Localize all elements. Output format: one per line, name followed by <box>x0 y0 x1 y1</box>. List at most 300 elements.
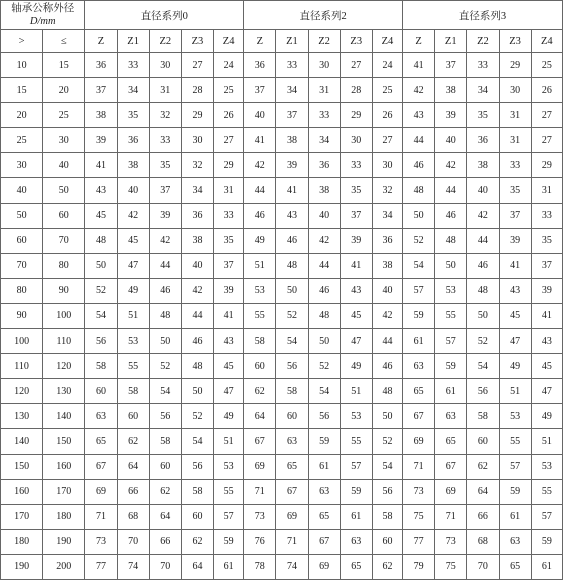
diameter-range-cell: 130 <box>1 404 43 429</box>
table-cell: 61 <box>435 379 467 404</box>
diameter-range-cell: 100 <box>1 329 43 354</box>
table-cell: 53 <box>531 454 562 479</box>
table-cell: 36 <box>244 53 276 78</box>
table-cell: 49 <box>340 354 372 379</box>
table-cell: 75 <box>435 554 467 579</box>
diameter-range-cell: 40 <box>43 153 85 178</box>
table-cell: 58 <box>276 379 308 404</box>
table-cell: 35 <box>531 228 562 253</box>
diameter-range-cell: 110 <box>1 354 43 379</box>
table-cell: 31 <box>149 78 181 103</box>
diameter-range-cell: 20 <box>43 78 85 103</box>
table-cell: 61 <box>403 329 435 354</box>
diameter-range-cell: 200 <box>43 554 85 579</box>
table-cell: 43 <box>499 278 531 303</box>
table-cell: 71 <box>276 529 308 554</box>
table-cell: 53 <box>214 454 244 479</box>
table-cell: 39 <box>531 278 562 303</box>
table-cell: 24 <box>372 53 402 78</box>
diameter-range-cell: 190 <box>43 529 85 554</box>
table-cell: 36 <box>85 53 117 78</box>
table-cell: 50 <box>85 253 117 278</box>
table-row <box>1 404 563 429</box>
table-cell: 27 <box>340 53 372 78</box>
table-cell: 51 <box>244 253 276 278</box>
table-cell: 44 <box>435 178 467 203</box>
table-cell: 68 <box>467 529 499 554</box>
table-cell: 34 <box>372 203 402 228</box>
sub-header-cell: Z <box>244 30 276 53</box>
table-cell: 51 <box>214 429 244 454</box>
table-cell: 67 <box>244 429 276 454</box>
table-cell: 49 <box>214 404 244 429</box>
table-cell: 49 <box>117 278 149 303</box>
diameter-range-cell: 170 <box>1 504 43 529</box>
table-cell: 41 <box>531 303 562 328</box>
table-cell: 37 <box>85 78 117 103</box>
table-cell: 48 <box>467 278 499 303</box>
table-cell: 44 <box>467 228 499 253</box>
table-cell: 40 <box>372 278 402 303</box>
diameter-range-cell: 80 <box>1 278 43 303</box>
table-cell: 48 <box>181 354 213 379</box>
table-cell: 59 <box>435 354 467 379</box>
table-cell: 64 <box>149 504 181 529</box>
table-cell: 45 <box>499 303 531 328</box>
table-cell: 31 <box>214 178 244 203</box>
table-cell: 48 <box>435 228 467 253</box>
table-cell: 45 <box>340 303 372 328</box>
table-cell: 67 <box>403 404 435 429</box>
table-cell: 48 <box>372 379 402 404</box>
diameter-range-cell: 30 <box>1 153 43 178</box>
table-cell: 51 <box>117 303 149 328</box>
table-cell: 60 <box>117 404 149 429</box>
table-cell: 52 <box>308 354 340 379</box>
table-row <box>1 504 563 529</box>
group-header-series-2: 直径系列2 <box>244 1 403 30</box>
table-cell: 29 <box>340 103 372 128</box>
table-cell: 40 <box>467 178 499 203</box>
table-cell: 60 <box>85 379 117 404</box>
table-cell: 59 <box>214 529 244 554</box>
table-cell: 77 <box>403 529 435 554</box>
group-header-row <box>1 1 563 30</box>
diameter-range-cell: 150 <box>43 429 85 454</box>
table-cell: 34 <box>276 78 308 103</box>
diameter-range-cell: 40 <box>1 178 43 203</box>
table-cell: 27 <box>531 128 562 153</box>
table-cell: 59 <box>531 529 562 554</box>
diameter-range-cell: 100 <box>43 303 85 328</box>
table-cell: 54 <box>403 253 435 278</box>
table-row <box>1 354 563 379</box>
table-cell: 37 <box>276 103 308 128</box>
sub-header-cell: Z1 <box>276 30 308 53</box>
table-cell: 51 <box>340 379 372 404</box>
table-row <box>1 153 563 178</box>
table-cell: 39 <box>276 153 308 178</box>
table-cell: 53 <box>435 278 467 303</box>
table-cell: 41 <box>276 178 308 203</box>
diameter-range-cell: 140 <box>1 429 43 454</box>
table-cell: 49 <box>531 404 562 429</box>
table-cell: 39 <box>435 103 467 128</box>
table-cell: 29 <box>531 153 562 178</box>
table-cell: 59 <box>403 303 435 328</box>
table-row <box>1 78 563 103</box>
table-cell: 55 <box>531 479 562 504</box>
table-cell: 71 <box>244 479 276 504</box>
table-cell: 52 <box>276 303 308 328</box>
table-cell: 68 <box>117 504 149 529</box>
table-cell: 48 <box>149 303 181 328</box>
table-cell: 55 <box>340 429 372 454</box>
table-cell: 55 <box>214 479 244 504</box>
table-cell: 25 <box>372 78 402 103</box>
table-cell: 47 <box>499 329 531 354</box>
table-cell: 62 <box>467 454 499 479</box>
table-cell: 54 <box>181 429 213 454</box>
table-cell: 52 <box>85 278 117 303</box>
table-cell: 69 <box>403 429 435 454</box>
table-cell: 60 <box>244 354 276 379</box>
table-cell: 73 <box>403 479 435 504</box>
table-cell: 54 <box>467 354 499 379</box>
table-cell: 38 <box>308 178 340 203</box>
table-cell: 63 <box>276 429 308 454</box>
diameter-range-cell: 120 <box>1 379 43 404</box>
table-cell: 34 <box>308 128 340 153</box>
table-cell: 57 <box>340 454 372 479</box>
diameter-range-cell: 120 <box>43 354 85 379</box>
sub-header-cell: Z4 <box>372 30 402 53</box>
table-cell: 33 <box>499 153 531 178</box>
table-cell: 43 <box>531 329 562 354</box>
table-cell: 67 <box>435 454 467 479</box>
table-cell: 39 <box>499 228 531 253</box>
table-cell: 45 <box>117 228 149 253</box>
diameter-range-cell: 140 <box>43 404 85 429</box>
table-cell: 71 <box>435 504 467 529</box>
sub-header-cell: Z3 <box>340 30 372 53</box>
table-row <box>1 228 563 253</box>
table-cell: 26 <box>372 103 402 128</box>
group-header-series-0: 直径系列0 <box>85 1 244 30</box>
table-cell: 44 <box>181 303 213 328</box>
table-cell: 46 <box>435 203 467 228</box>
table-cell: 42 <box>403 78 435 103</box>
table-cell: 42 <box>181 278 213 303</box>
table-cell: 40 <box>117 178 149 203</box>
table-cell: 27 <box>531 103 562 128</box>
table-cell: 52 <box>467 329 499 354</box>
table-cell: 66 <box>149 529 181 554</box>
table-cell: 42 <box>467 203 499 228</box>
table-cell: 53 <box>117 329 149 354</box>
table-cell: 56 <box>372 479 402 504</box>
table-cell: 65 <box>435 429 467 454</box>
sub-header-cell: Z1 <box>435 30 467 53</box>
sub-header-cell: Z2 <box>308 30 340 53</box>
table-cell: 35 <box>214 228 244 253</box>
table-cell: 28 <box>340 78 372 103</box>
table-cell: 65 <box>403 379 435 404</box>
diameter-range-cell: 180 <box>1 529 43 554</box>
table-cell: 67 <box>85 454 117 479</box>
table-cell: 30 <box>149 53 181 78</box>
table-cell: 43 <box>276 203 308 228</box>
table-cell: 57 <box>214 504 244 529</box>
table-cell: 37 <box>340 203 372 228</box>
table-row <box>1 178 563 203</box>
table-cell: 48 <box>403 178 435 203</box>
table-cell: 64 <box>244 404 276 429</box>
table-cell: 63 <box>340 529 372 554</box>
table-cell: 56 <box>85 329 117 354</box>
table-cell: 61 <box>499 504 531 529</box>
diameter-range-cell: 60 <box>43 203 85 228</box>
table-cell: 29 <box>499 53 531 78</box>
table-row <box>1 479 563 504</box>
table-cell: 27 <box>214 128 244 153</box>
table-cell: 30 <box>181 128 213 153</box>
table-cell: 37 <box>214 253 244 278</box>
table-cell: 65 <box>308 504 340 529</box>
table-cell: 69 <box>276 504 308 529</box>
sub-header-cell: Z4 <box>531 30 562 53</box>
table-cell: 42 <box>372 303 402 328</box>
diameter-range-cell: 50 <box>43 178 85 203</box>
sub-header-cell: > <box>1 30 43 53</box>
table-cell: 46 <box>149 278 181 303</box>
table-cell: 65 <box>85 429 117 454</box>
table-cell: 74 <box>276 554 308 579</box>
table-cell: 31 <box>308 78 340 103</box>
table-cell: 56 <box>276 354 308 379</box>
table-cell: 73 <box>435 529 467 554</box>
table-cell: 35 <box>340 178 372 203</box>
sub-header-cell: Z <box>85 30 117 53</box>
table-cell: 44 <box>244 178 276 203</box>
table-cell: 38 <box>372 253 402 278</box>
table-cell: 59 <box>340 479 372 504</box>
sub-header-cell: Z1 <box>117 30 149 53</box>
table-cell: 44 <box>403 128 435 153</box>
table-cell: 78 <box>244 554 276 579</box>
table-cell: 46 <box>372 354 402 379</box>
table-cell: 65 <box>499 554 531 579</box>
diameter-range-cell: 15 <box>43 53 85 78</box>
table-cell: 29 <box>214 153 244 178</box>
table-cell: 54 <box>149 379 181 404</box>
table-cell: 64 <box>467 479 499 504</box>
table-cell: 26 <box>214 103 244 128</box>
table-cell: 30 <box>340 128 372 153</box>
diameter-range-cell: 110 <box>43 329 85 354</box>
table-cell: 31 <box>531 178 562 203</box>
table-cell: 38 <box>467 153 499 178</box>
table-cell: 50 <box>181 379 213 404</box>
table-cell: 38 <box>117 153 149 178</box>
table-cell: 43 <box>340 278 372 303</box>
table-cell: 59 <box>308 429 340 454</box>
table-cell: 44 <box>372 329 402 354</box>
table-cell: 63 <box>499 529 531 554</box>
sub-header-cell: Z3 <box>181 30 213 53</box>
table-cell: 70 <box>467 554 499 579</box>
table-cell: 56 <box>308 404 340 429</box>
table-cell: 30 <box>499 78 531 103</box>
table-cell: 33 <box>149 128 181 153</box>
table-cell: 58 <box>181 479 213 504</box>
table-cell: 70 <box>149 554 181 579</box>
table-cell: 31 <box>499 103 531 128</box>
table-cell: 43 <box>403 103 435 128</box>
table-cell: 34 <box>181 178 213 203</box>
sub-header-cell: ≤ <box>43 30 85 53</box>
table-cell: 56 <box>149 404 181 429</box>
table-cell: 41 <box>244 128 276 153</box>
table-cell: 62 <box>117 429 149 454</box>
table-cell: 35 <box>467 103 499 128</box>
table-row <box>1 379 563 404</box>
table-cell: 37 <box>435 53 467 78</box>
table-cell: 43 <box>214 329 244 354</box>
table-cell: 27 <box>181 53 213 78</box>
table-row <box>1 53 563 78</box>
diameter-range-cell: 170 <box>43 479 85 504</box>
diameter-range-cell: 150 <box>1 454 43 479</box>
table-cell: 44 <box>149 253 181 278</box>
table-row <box>1 554 563 579</box>
table-cell: 37 <box>531 253 562 278</box>
table-cell: 64 <box>117 454 149 479</box>
table-cell: 69 <box>85 479 117 504</box>
table-cell: 51 <box>499 379 531 404</box>
table-cell: 36 <box>467 128 499 153</box>
table-body <box>1 53 563 580</box>
table-cell: 50 <box>467 303 499 328</box>
diameter-range-cell: 70 <box>43 228 85 253</box>
diameter-range-cell: 60 <box>1 228 43 253</box>
table-cell: 32 <box>372 178 402 203</box>
diameter-range-cell: 80 <box>43 253 85 278</box>
table-cell: 67 <box>308 529 340 554</box>
table-cell: 73 <box>85 529 117 554</box>
table-row <box>1 278 563 303</box>
table-cell: 48 <box>276 253 308 278</box>
table-cell: 42 <box>117 203 149 228</box>
table-cell: 55 <box>117 354 149 379</box>
table-cell: 40 <box>181 253 213 278</box>
table-cell: 46 <box>181 329 213 354</box>
table-cell: 61 <box>214 554 244 579</box>
table-cell: 35 <box>149 153 181 178</box>
table-cell: 60 <box>372 529 402 554</box>
table-cell: 49 <box>499 354 531 379</box>
outer-diameter-header-line1: 轴承公称外径 <box>11 3 75 14</box>
sub-header-cell: Z2 <box>149 30 181 53</box>
table-cell: 41 <box>499 253 531 278</box>
table-cell: 28 <box>181 78 213 103</box>
table-cell: 33 <box>340 153 372 178</box>
table-cell: 36 <box>372 228 402 253</box>
table-cell: 30 <box>308 53 340 78</box>
table-cell: 63 <box>435 404 467 429</box>
table-cell: 67 <box>276 479 308 504</box>
table-cell: 25 <box>214 78 244 103</box>
diameter-range-cell: 70 <box>1 253 43 278</box>
table-cell: 45 <box>214 354 244 379</box>
table-cell: 39 <box>340 228 372 253</box>
table-cell: 54 <box>276 329 308 354</box>
table-cell: 47 <box>531 379 562 404</box>
diameter-range-cell: 15 <box>1 78 43 103</box>
table-cell: 52 <box>149 354 181 379</box>
table-cell: 42 <box>308 228 340 253</box>
table-cell: 29 <box>181 103 213 128</box>
table-cell: 63 <box>403 354 435 379</box>
table-cell: 66 <box>467 504 499 529</box>
table-row <box>1 529 563 554</box>
table-cell: 71 <box>85 504 117 529</box>
table-row <box>1 303 563 328</box>
diameter-range-cell: 30 <box>43 128 85 153</box>
table-cell: 69 <box>244 454 276 479</box>
table-cell: 60 <box>276 404 308 429</box>
table-cell: 40 <box>244 103 276 128</box>
table-cell: 47 <box>214 379 244 404</box>
table-cell: 33 <box>276 53 308 78</box>
table-cell: 70 <box>117 529 149 554</box>
table-cell: 62 <box>372 554 402 579</box>
table-cell: 46 <box>403 153 435 178</box>
table-cell: 41 <box>214 303 244 328</box>
table-cell: 52 <box>403 228 435 253</box>
table-cell: 57 <box>531 504 562 529</box>
table-cell: 69 <box>435 479 467 504</box>
table-cell: 58 <box>85 354 117 379</box>
table-cell: 35 <box>117 103 149 128</box>
table-cell: 57 <box>403 278 435 303</box>
diameter-range-cell: 190 <box>1 554 43 579</box>
table-cell: 43 <box>85 178 117 203</box>
table-cell: 37 <box>499 203 531 228</box>
table-cell: 55 <box>244 303 276 328</box>
table-cell: 33 <box>531 203 562 228</box>
table-cell: 33 <box>467 53 499 78</box>
table-cell: 36 <box>308 153 340 178</box>
table-cell: 52 <box>181 404 213 429</box>
diameter-range-cell: 90 <box>1 303 43 328</box>
sub-header-cell: Z2 <box>467 30 499 53</box>
table-cell: 66 <box>117 479 149 504</box>
table-cell: 46 <box>276 228 308 253</box>
table-cell: 57 <box>499 454 531 479</box>
table-cell: 76 <box>244 529 276 554</box>
diameter-range-cell: 90 <box>43 278 85 303</box>
sub-header-cell: Z3 <box>499 30 531 53</box>
table-cell: 48 <box>308 303 340 328</box>
table-row <box>1 454 563 479</box>
sub-header-row <box>1 30 563 53</box>
diameter-range-cell: 25 <box>1 128 43 153</box>
table-cell: 56 <box>181 454 213 479</box>
table-cell: 62 <box>181 529 213 554</box>
table-cell: 40 <box>308 203 340 228</box>
table-cell: 56 <box>467 379 499 404</box>
